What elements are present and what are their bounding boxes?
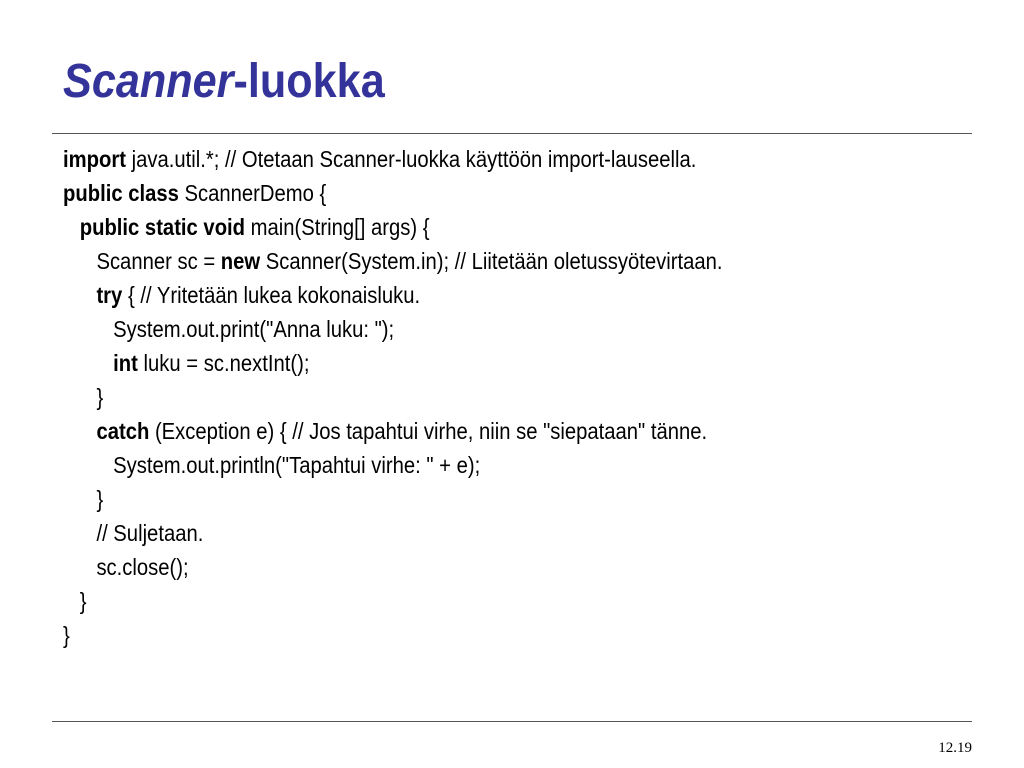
code-keyword: import bbox=[63, 146, 126, 172]
code-text: Scanner(System.in); // Liitetään oletussyötevirtaan. bbox=[260, 248, 723, 274]
code-block bbox=[63, 142, 812, 652]
code-text: luku = sc.nextInt(); bbox=[137, 350, 310, 376]
code-line bbox=[63, 584, 723, 618]
code-line bbox=[63, 550, 723, 584]
code-keyword: int bbox=[113, 350, 138, 376]
code-text: } bbox=[96, 486, 104, 512]
code-line bbox=[63, 244, 723, 278]
code-line bbox=[63, 142, 723, 176]
code-text: } bbox=[79, 588, 87, 614]
code-text: { // Yritetään lukea kokonaisluku. bbox=[122, 282, 421, 308]
code-text: System.out.print("Anna luku: "); bbox=[113, 316, 395, 342]
code-text: // Suljetaan. bbox=[96, 520, 204, 546]
code-text: } bbox=[96, 384, 104, 410]
slide-title-italic: Scanner bbox=[63, 55, 234, 108]
slide-title-rest: -luokka bbox=[233, 55, 385, 108]
code-text: ScannerDemo { bbox=[178, 180, 327, 206]
code-text: } bbox=[63, 622, 70, 648]
code-text: sc.close(); bbox=[96, 554, 189, 580]
code-keyword: try bbox=[96, 282, 123, 308]
code-line bbox=[63, 516, 723, 550]
slide-number: 12.19 bbox=[938, 740, 972, 756]
code-line bbox=[63, 312, 723, 346]
footer-divider bbox=[52, 721, 972, 722]
code-line bbox=[63, 278, 723, 312]
code-keyword: new bbox=[220, 248, 261, 274]
code-line bbox=[63, 482, 723, 516]
code-text: main(String[] args) { bbox=[245, 214, 430, 240]
code-keyword: public static void bbox=[79, 214, 246, 240]
code-text: (Exception e) { // Jos tapahtui virhe, niin se "siepataan" tänne. bbox=[149, 418, 708, 444]
slide-title bbox=[63, 56, 385, 109]
code-line bbox=[63, 414, 723, 448]
code-line bbox=[63, 346, 723, 380]
code-line bbox=[63, 618, 723, 652]
code-line bbox=[63, 448, 723, 482]
code-line bbox=[63, 210, 723, 244]
title-divider bbox=[52, 133, 972, 134]
code-keyword: catch bbox=[96, 418, 150, 444]
code-text: Scanner sc = bbox=[96, 248, 221, 274]
code-keyword: public class bbox=[63, 180, 179, 206]
code-text: java.util.*; // Otetaan Scanner-luokka käyttöön import-lauseella. bbox=[125, 146, 697, 172]
code-line bbox=[63, 176, 723, 210]
code-line bbox=[63, 380, 723, 414]
code-text: System.out.println("Tapahtui virhe: " + e); bbox=[113, 452, 481, 478]
